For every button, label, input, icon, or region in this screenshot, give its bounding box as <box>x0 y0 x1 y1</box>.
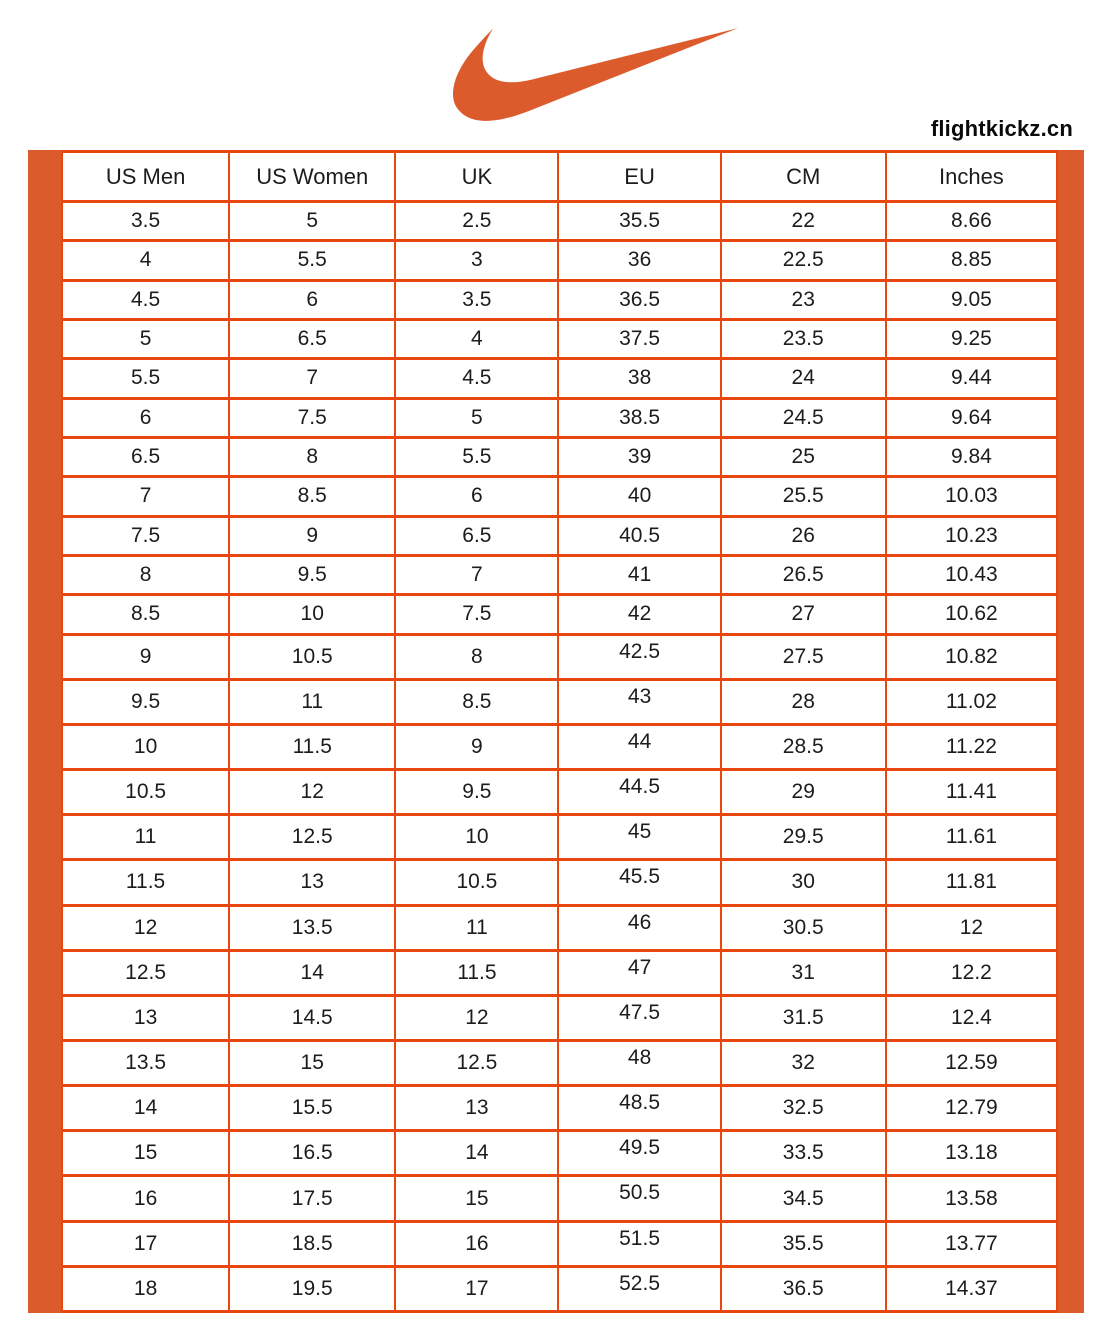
size-cell: 9.5 <box>395 770 558 815</box>
size-cell: 13.5 <box>229 905 395 950</box>
size-cell: 3.5 <box>395 280 558 319</box>
size-cell: 10.62 <box>886 595 1057 634</box>
size-cell: 13.5 <box>62 1041 229 1086</box>
size-cell: 9.84 <box>886 437 1057 476</box>
size-cell: 36.5 <box>558 280 720 319</box>
size-cell: 11.5 <box>62 860 229 905</box>
size-cell: 16 <box>395 1221 558 1266</box>
table-row <box>62 280 1057 319</box>
size-cell: 5.5 <box>395 437 558 476</box>
size-cell: 27 <box>721 595 886 634</box>
size-cell: 8 <box>62 555 229 594</box>
size-cell: 9.5 <box>229 555 395 594</box>
size-cell: 38 <box>558 359 720 398</box>
column-header-inches: Inches <box>886 152 1057 202</box>
nike-swoosh-icon <box>453 27 738 122</box>
size-cell: 11 <box>229 679 395 724</box>
size-cell: 9.5 <box>62 679 229 724</box>
size-cell: 13.18 <box>886 1131 1057 1176</box>
size-cell: 46 <box>558 905 720 950</box>
size-cell: 37.5 <box>558 319 720 358</box>
size-cell: 11.5 <box>229 724 395 769</box>
size-cell: 9.05 <box>886 280 1057 319</box>
size-cell: 31 <box>721 950 886 995</box>
table-row <box>62 770 1057 815</box>
size-cell: 15 <box>229 1041 395 1086</box>
size-cell: 52.5 <box>558 1266 720 1311</box>
size-cell: 28.5 <box>721 724 886 769</box>
size-cell: 12 <box>229 770 395 815</box>
size-cell: 12.5 <box>62 950 229 995</box>
size-cell: 35.5 <box>721 1221 886 1266</box>
size-cell: 34.5 <box>721 1176 886 1221</box>
size-cell: 14.37 <box>886 1266 1057 1311</box>
size-cell: 13 <box>229 860 395 905</box>
size-cell: 30.5 <box>721 905 886 950</box>
size-cell: 26.5 <box>721 555 886 594</box>
size-cell: 36.5 <box>721 1266 886 1311</box>
table-row <box>62 815 1057 860</box>
table-row <box>62 724 1057 769</box>
table-row <box>62 477 1057 516</box>
size-cell: 25 <box>721 437 886 476</box>
column-header-us-men: US Men <box>62 152 229 202</box>
table-row <box>62 905 1057 950</box>
table-row <box>62 595 1057 634</box>
size-cell: 22 <box>721 202 886 241</box>
size-cell: 39 <box>558 437 720 476</box>
size-cell: 44 <box>558 724 720 769</box>
table-section <box>28 150 1084 1313</box>
size-cell: 17 <box>395 1266 558 1311</box>
size-cell: 6.5 <box>395 516 558 555</box>
table-row <box>62 950 1057 995</box>
size-cell: 12 <box>395 995 558 1040</box>
size-cell: 24.5 <box>721 398 886 437</box>
size-cell: 41 <box>558 555 720 594</box>
table-row <box>62 359 1057 398</box>
size-cell: 13.77 <box>886 1221 1057 1266</box>
size-cell: 15 <box>62 1131 229 1176</box>
table-row <box>62 1176 1057 1221</box>
size-cell: 8.85 <box>886 241 1057 280</box>
table-row <box>62 1041 1057 1086</box>
size-cell: 4.5 <box>62 280 229 319</box>
table-row <box>62 1131 1057 1176</box>
size-cell: 45.5 <box>558 860 720 905</box>
size-cell: 7 <box>229 359 395 398</box>
size-cell: 8.66 <box>886 202 1057 241</box>
size-cell: 10 <box>229 595 395 634</box>
nike-logo <box>453 27 738 122</box>
size-cell: 13 <box>395 1086 558 1131</box>
size-cell: 26 <box>721 516 886 555</box>
size-cell: 5.5 <box>229 241 395 280</box>
size-cell: 10.43 <box>886 555 1057 594</box>
size-cell: 40 <box>558 477 720 516</box>
nike-swoosh-path <box>453 28 738 121</box>
size-conversion-table <box>61 150 1058 1313</box>
size-cell: 8.5 <box>62 595 229 634</box>
size-cell: 8.5 <box>395 679 558 724</box>
size-cell: 29 <box>721 770 886 815</box>
size-cell: 7 <box>395 555 558 594</box>
size-cell: 8 <box>395 634 558 679</box>
size-cell: 11.22 <box>886 724 1057 769</box>
size-cell: 8.5 <box>229 477 395 516</box>
size-cell: 17 <box>62 1221 229 1266</box>
size-cell: 12.79 <box>886 1086 1057 1131</box>
size-cell: 27.5 <box>721 634 886 679</box>
right-accent-bar <box>1058 150 1084 1313</box>
size-cell: 12.5 <box>229 815 395 860</box>
column-header-cm: CM <box>721 152 886 202</box>
size-cell: 6 <box>395 477 558 516</box>
size-cell: 10.5 <box>395 860 558 905</box>
size-cell: 14 <box>229 950 395 995</box>
size-cell: 51.5 <box>558 1221 720 1266</box>
size-cell: 9.64 <box>886 398 1057 437</box>
table-row <box>62 437 1057 476</box>
size-cell: 7.5 <box>229 398 395 437</box>
size-cell: 11 <box>395 905 558 950</box>
table-row <box>62 995 1057 1040</box>
size-cell: 10.03 <box>886 477 1057 516</box>
size-cell: 12.59 <box>886 1041 1057 1086</box>
size-cell: 25.5 <box>721 477 886 516</box>
size-cell: 3.5 <box>62 202 229 241</box>
size-cell: 16.5 <box>229 1131 395 1176</box>
table-row <box>62 1086 1057 1131</box>
left-accent-bar <box>28 150 61 1313</box>
table-row <box>62 634 1057 679</box>
size-cell: 12.5 <box>395 1041 558 1086</box>
size-cell: 9 <box>62 634 229 679</box>
size-cell: 12.2 <box>886 950 1057 995</box>
size-cell: 7.5 <box>395 595 558 634</box>
size-cell: 5 <box>62 319 229 358</box>
size-cell: 10.82 <box>886 634 1057 679</box>
size-cell: 18.5 <box>229 1221 395 1266</box>
size-cell: 9.44 <box>886 359 1057 398</box>
size-cell: 47 <box>558 950 720 995</box>
table-body <box>62 202 1057 1312</box>
size-cell: 7.5 <box>62 516 229 555</box>
size-cell: 5 <box>229 202 395 241</box>
size-cell: 10 <box>395 815 558 860</box>
table-head <box>62 152 1057 202</box>
size-cell: 10 <box>62 724 229 769</box>
size-cell: 10.23 <box>886 516 1057 555</box>
size-cell: 6.5 <box>62 437 229 476</box>
size-cell: 47.5 <box>558 995 720 1040</box>
table-row <box>62 516 1057 555</box>
size-cell: 7 <box>62 477 229 516</box>
size-cell: 38.5 <box>558 398 720 437</box>
table-row <box>62 860 1057 905</box>
size-cell: 11.02 <box>886 679 1057 724</box>
website-label: flightkickz.cn <box>930 116 1073 141</box>
size-cell: 12 <box>62 905 229 950</box>
table-row <box>62 555 1057 594</box>
size-cell: 13 <box>62 995 229 1040</box>
size-cell: 11 <box>62 815 229 860</box>
size-cell: 49.5 <box>558 1131 720 1176</box>
size-cell: 9 <box>395 724 558 769</box>
size-cell: 5 <box>395 398 558 437</box>
size-cell: 2.5 <box>395 202 558 241</box>
size-cell: 14 <box>62 1086 229 1131</box>
size-cell: 43 <box>558 679 720 724</box>
header-row <box>62 152 1057 202</box>
column-header-us-women: US Women <box>229 152 395 202</box>
size-cell: 23.5 <box>721 319 886 358</box>
size-cell: 13.58 <box>886 1176 1057 1221</box>
size-cell: 30 <box>721 860 886 905</box>
size-cell: 48.5 <box>558 1086 720 1131</box>
size-cell: 6.5 <box>229 319 395 358</box>
size-cell: 45 <box>558 815 720 860</box>
size-cell: 31.5 <box>721 995 886 1040</box>
size-cell: 10.5 <box>229 634 395 679</box>
size-cell: 11.5 <box>395 950 558 995</box>
size-cell: 42 <box>558 595 720 634</box>
size-cell: 9 <box>229 516 395 555</box>
size-cell: 15 <box>395 1176 558 1221</box>
size-cell: 44.5 <box>558 770 720 815</box>
size-cell: 10.5 <box>62 770 229 815</box>
size-cell: 4 <box>62 241 229 280</box>
size-cell: 28 <box>721 679 886 724</box>
size-cell: 18 <box>62 1266 229 1311</box>
size-cell: 42.5 <box>558 634 720 679</box>
table-row <box>62 202 1057 241</box>
size-cell: 19.5 <box>229 1266 395 1311</box>
size-cell: 16 <box>62 1176 229 1221</box>
size-cell: 12 <box>886 905 1057 950</box>
size-cell: 50.5 <box>558 1176 720 1221</box>
table-row <box>62 398 1057 437</box>
size-cell: 32.5 <box>721 1086 886 1131</box>
size-cell: 11.61 <box>886 815 1057 860</box>
size-cell: 6 <box>62 398 229 437</box>
table-row <box>62 241 1057 280</box>
size-cell: 11.81 <box>886 860 1057 905</box>
size-cell: 33.5 <box>721 1131 886 1176</box>
size-cell: 22.5 <box>721 241 886 280</box>
table-row <box>62 1266 1057 1311</box>
size-cell: 11.41 <box>886 770 1057 815</box>
size-cell: 9.25 <box>886 319 1057 358</box>
size-cell: 17.5 <box>229 1176 395 1221</box>
size-cell: 40.5 <box>558 516 720 555</box>
size-cell: 36 <box>558 241 720 280</box>
table-row <box>62 679 1057 724</box>
column-header-uk: UK <box>395 152 558 202</box>
size-cell: 8 <box>229 437 395 476</box>
size-cell: 5.5 <box>62 359 229 398</box>
brand-header <box>0 0 1100 150</box>
size-cell: 6 <box>229 280 395 319</box>
size-cell: 4.5 <box>395 359 558 398</box>
size-cell: 29.5 <box>721 815 886 860</box>
column-header-eu: EU <box>558 152 720 202</box>
size-cell: 4 <box>395 319 558 358</box>
size-cell: 35.5 <box>558 202 720 241</box>
size-cell: 15.5 <box>229 1086 395 1131</box>
table-row <box>62 319 1057 358</box>
size-cell: 14 <box>395 1131 558 1176</box>
size-cell: 32 <box>721 1041 886 1086</box>
size-cell: 3 <box>395 241 558 280</box>
size-cell: 48 <box>558 1041 720 1086</box>
size-cell: 12.4 <box>886 995 1057 1040</box>
size-cell: 24 <box>721 359 886 398</box>
table-row <box>62 1221 1057 1266</box>
size-cell: 23 <box>721 280 886 319</box>
size-cell: 14.5 <box>229 995 395 1040</box>
